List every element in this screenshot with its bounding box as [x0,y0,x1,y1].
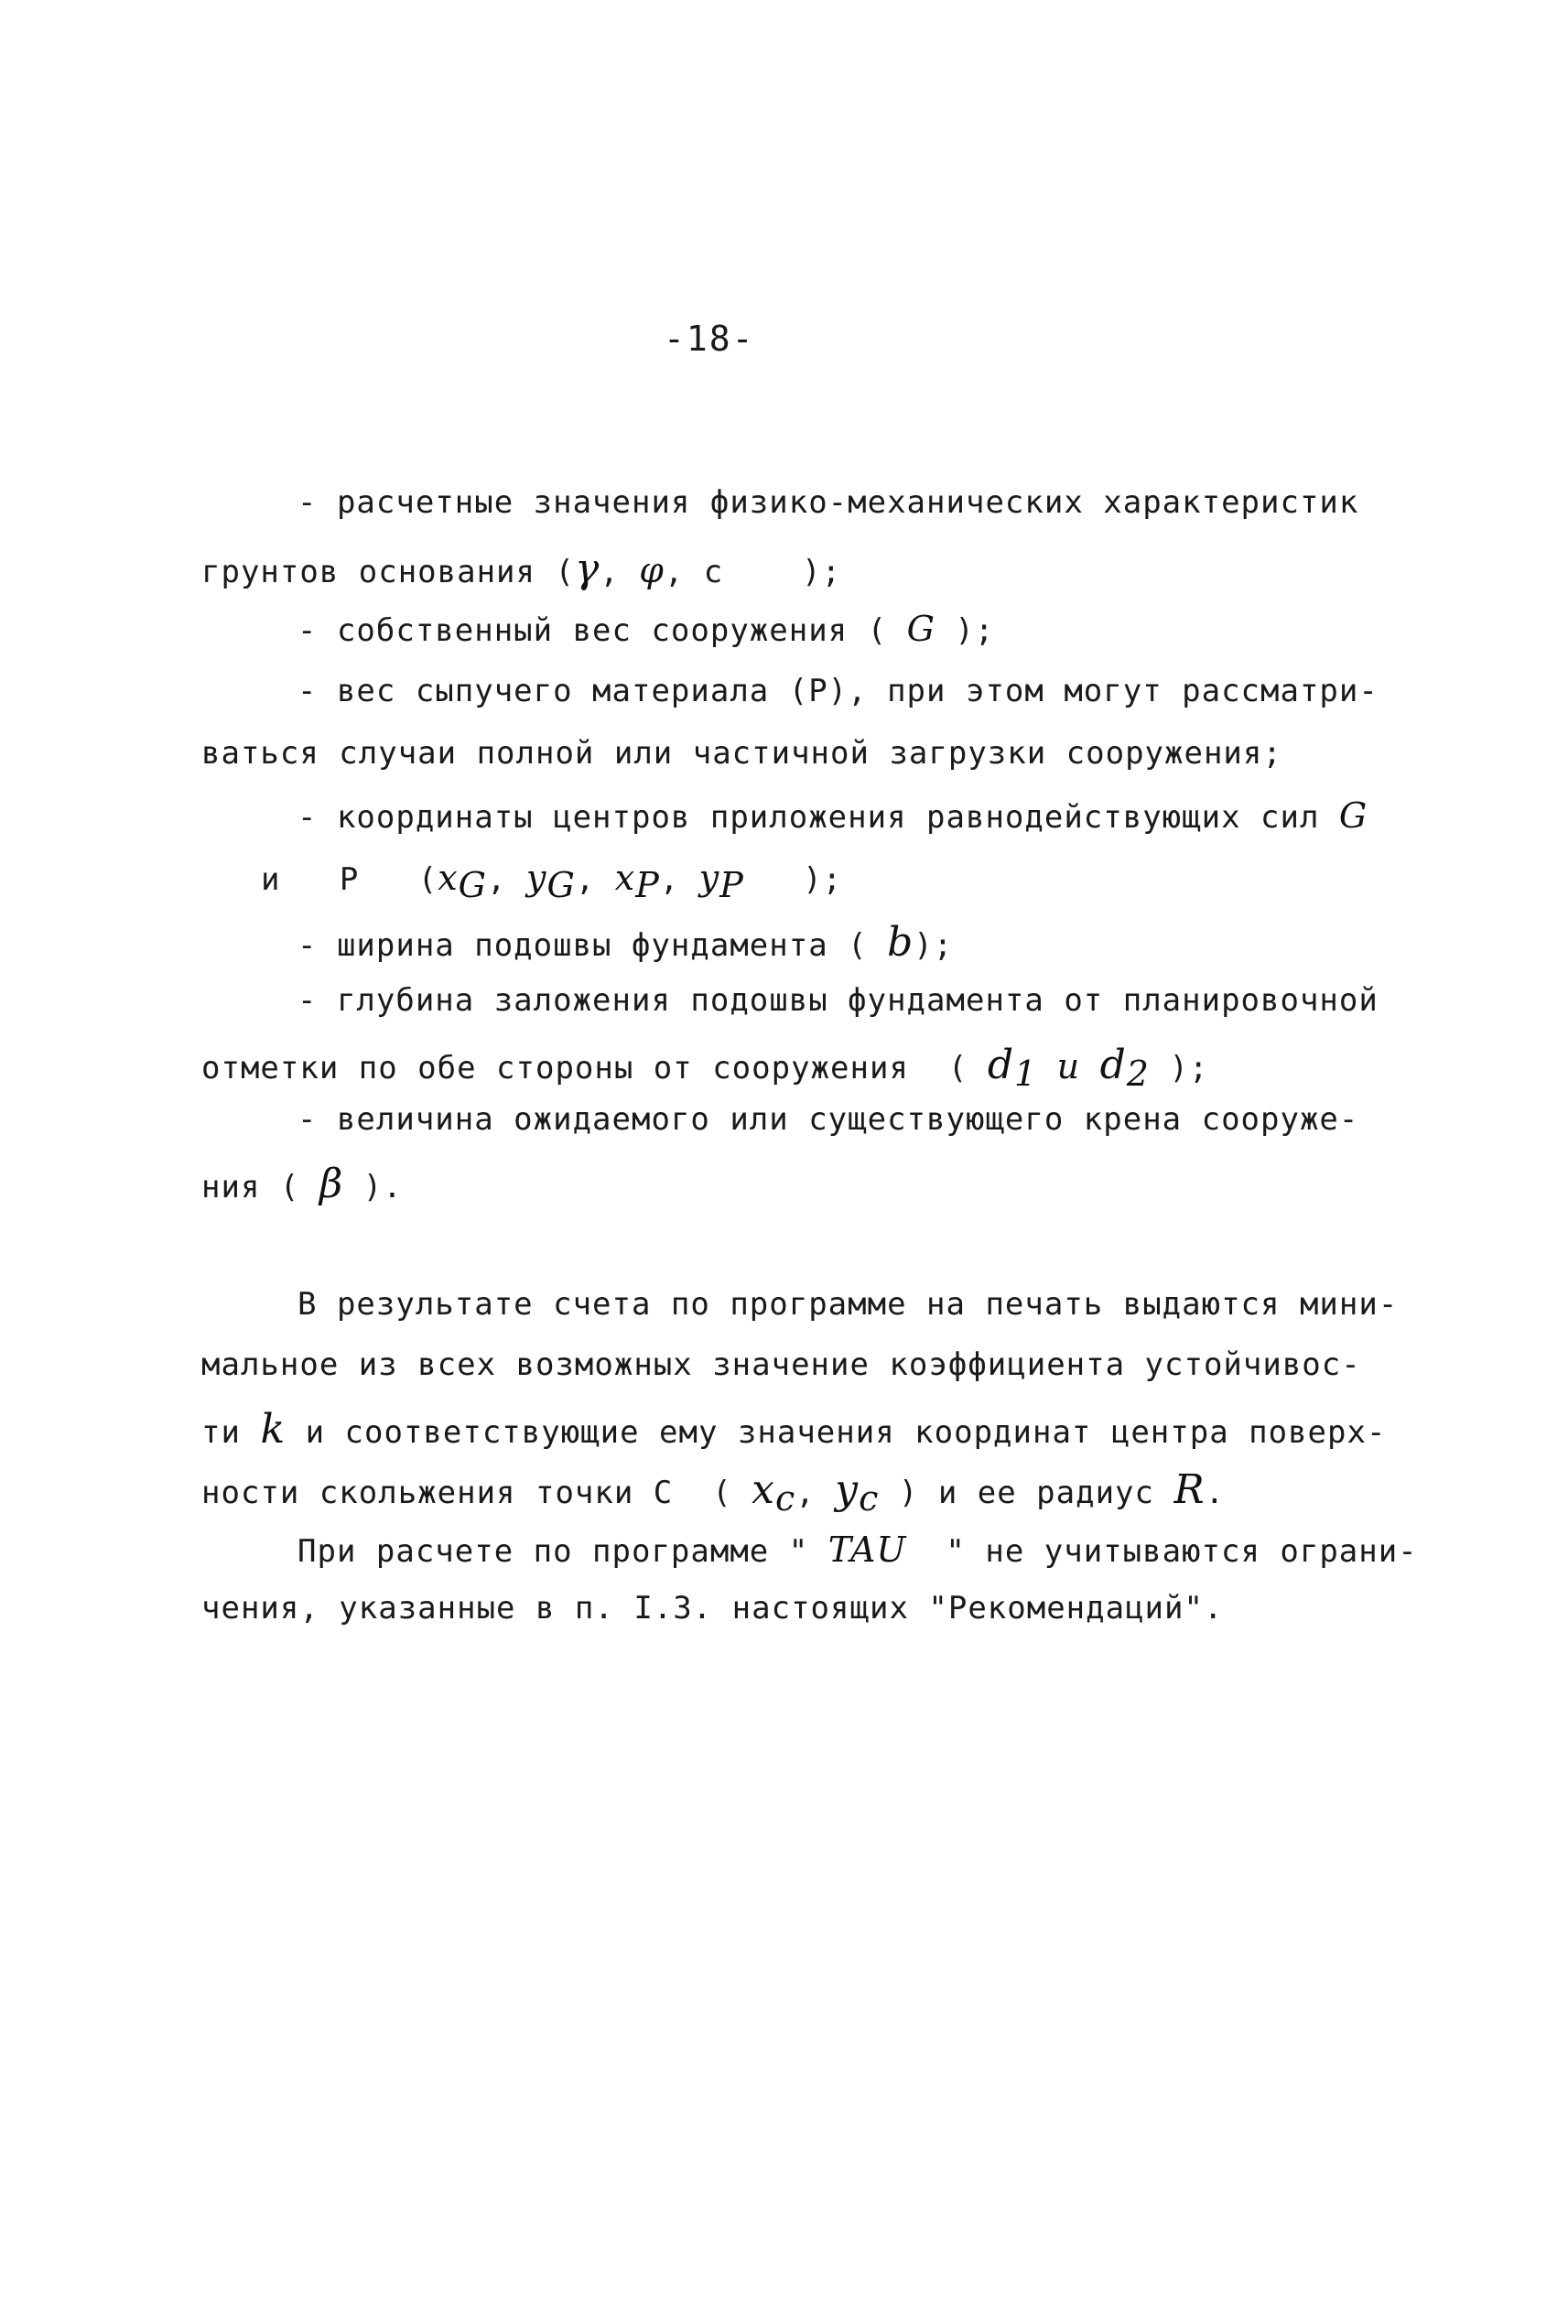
subscript: P [719,864,744,905]
text: ваться случаи полной или частичной загрузки сооружения; [201,735,1282,772]
text-line [201,1042,1209,1094]
text: ); [802,554,842,590]
text: ). [362,1169,403,1205]
symbol-g: G [906,609,935,649]
subscript: c [775,1477,796,1519]
text-line [297,609,995,649]
symbol-y: y [525,858,547,898]
text-line [201,1346,1361,1383]
handwritten-and: и [1056,1046,1081,1086]
text: " не учитываются ограни- [946,1533,1418,1570]
text: мальное из всех возможных значение коэффициента устойчивос- [201,1346,1361,1383]
text-line [201,546,842,592]
text: ); [955,612,995,649]
subscript: 1 [1013,1053,1038,1094]
text: чения, указанные в п. I.3. настоящих "Рекомендаций". [201,1590,1224,1627]
text-line [201,1406,1387,1453]
text: ) и ее радиус [898,1475,1154,1511]
text-line [297,1530,1418,1570]
page-number: -18- [664,319,755,359]
symbol-k: k [260,1406,287,1453]
text-line [297,1101,1359,1138]
symbol-gamma: γ [574,546,600,592]
symbol-beta: β [319,1161,344,1207]
text-line [201,1161,403,1207]
text: , c [664,554,724,590]
text: - глубина заложения подошвы фундамента от планировочной [297,982,1379,1019]
text: - вес сыпучего материала (Р), при этом могут рассматри- [297,673,1379,709]
text-line: ности скольжения точки С ( $x_c$, $y_c$ ) и ее радиус R. [201,1466,1226,1519]
subscript: P [635,864,660,905]
subscript: 2 [1126,1053,1150,1094]
symbol-phi: φ [639,550,665,590]
text-line [297,1286,1399,1323]
program-name: TAU [827,1530,907,1570]
subscript: c [859,1477,880,1519]
text: ); [914,927,954,964]
text: В результате счета по программе на печать выдаются мини- [297,1286,1399,1323]
text: - расчетные значения физико-механических характеристик [297,484,1359,521]
text: ния ( [201,1169,300,1205]
text: При расчете по программе " [297,1533,809,1570]
symbol-x: x [752,1466,775,1513]
text-line [201,735,1282,772]
text: грунтов основания ( [201,554,575,590]
text: - ширина подошвы фундамента ( [297,927,868,964]
symbol-b: b [887,919,914,966]
subscript: G [546,864,576,905]
symbol-y: y [835,1466,860,1513]
text: ); [1169,1050,1209,1086]
text-line [297,484,1359,521]
text: - собственный вес сооружения ( [297,612,888,649]
symbol-x: x [614,858,636,898]
text: ности скольжения точки С ( [201,1475,732,1511]
text: и соответствующие ему значения координат центра поверх- [305,1414,1387,1451]
text: ); [803,861,843,898]
symbol-d1: d [987,1042,1014,1088]
text-line [201,1590,1224,1627]
text: . [1205,1475,1226,1511]
symbol-r: R [1173,1466,1206,1513]
text: , [600,554,620,590]
text-line [297,982,1379,1019]
symbol-y: y [698,858,720,898]
text: отметки по обе стороны от сооружения ( [201,1050,968,1086]
text: - величина ожидаемого или существующего крена сооруже- [297,1101,1359,1138]
symbol-d2: d [1099,1042,1127,1088]
text-line: и Р ($x_G$, $y_G$, $x_P$, $y_P$ ); [261,858,843,905]
symbol-g: G [1338,795,1368,836]
symbol-x: x [438,858,459,898]
subscript: G [458,864,488,905]
text-line [297,795,1368,836]
text-line [297,919,954,966]
text: и Р ( [261,861,438,898]
text-line [297,673,1379,709]
text: ти [201,1414,241,1451]
text: - координаты центров приложения равнодействующих сил [297,799,1320,836]
